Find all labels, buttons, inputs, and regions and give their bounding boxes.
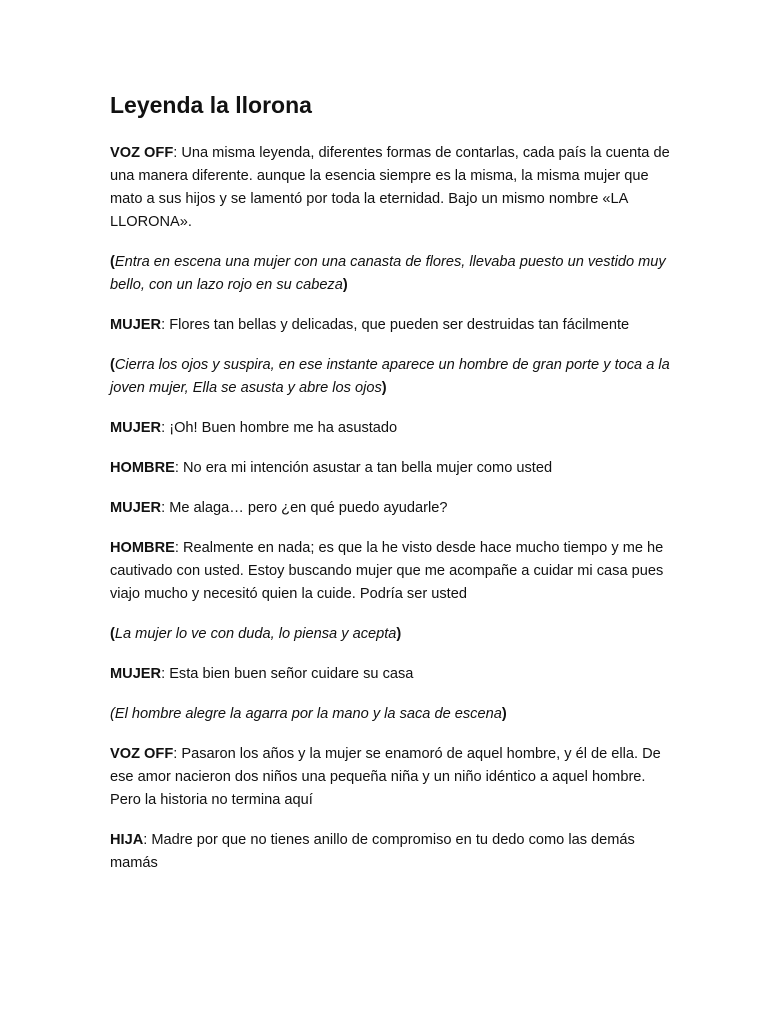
speaker-name: MUJER [110,317,162,333]
page-title: Leyenda la llorona [110,92,312,118]
speaker-name: MUJER [110,420,162,436]
dialogue-text: : Pasaron los años y la mujer se enamoró de aquel hombre, y él de ella. De ese amor nacieron dos niños una pequeña niña y un niño idéntico a aquel hombre. Pero la historia no termina aquí [110,746,661,808]
dialogue-paragraph [110,537,670,606]
speaker-name: HIJA [110,832,144,848]
stage-direction-text: Cierra los ojos y suspira, en ese instante aparece un hombre de gran porte y toca a la joven mujer, Ella se asusta y abre los ojos [110,357,670,396]
dialogue-text: : Una misma leyenda, diferentes formas de contarlas, cada país la cuenta de una manera diferente. aunque la esencia siempre es la misma, la misma mujer que mato a sus hijos y se lamentó por toda la eternidad. Bajo un mismo nombre «LA LLORONA». [110,145,670,230]
dialogue-paragraph [110,142,670,234]
dialogue-paragraph [110,663,670,686]
dialogue-paragraph [110,457,670,480]
stage-direction [110,354,670,400]
dialogue-paragraph [110,829,670,875]
speaker-name: MUJER [110,666,162,682]
dialogue-text: : Madre por que no tienes anillo de compromiso en tu dedo como las demás mamás [110,832,635,871]
dialogue-text: : No era mi intención asustar a tan bella mujer como usted [174,460,553,476]
stage-direction [110,703,670,726]
speaker-name: HOMBRE [110,460,175,476]
open-paren: ( [110,626,115,642]
close-paren: ) [342,277,348,293]
dialogue-paragraph [110,743,670,812]
close-paren: ) [501,706,507,722]
dialogue-text: : ¡Oh! Buen hombre me ha asustado [161,420,398,436]
stage-direction [110,251,670,297]
close-paren: ) [381,380,387,396]
close-paren: ) [396,626,402,642]
dialogue-paragraph [110,314,670,337]
stage-direction-text: (El hombre alegre la agarra por la mano y la saca de escena [110,706,502,722]
stage-direction-text: Entra en escena una mujer con una canasta de flores, llevaba puesto un vestido muy bello, con un lazo rojo en su cabeza [110,254,666,293]
dialogue-text: : Esta bien buen señor cuidare su casa [161,666,414,682]
speaker-name: MUJER [110,500,162,516]
dialogue-paragraph [110,417,670,440]
open-paren: ( [110,254,115,270]
open-paren: ( [110,357,115,373]
stage-direction [110,623,670,646]
dialogue-text: : Me alaga… pero ¿en qué puedo ayudarle? [161,500,448,516]
dialogue-text: : Realmente en nada; es que la he visto desde hace mucho tiempo y me he cautivado con usted. Estoy buscando mujer que me acompañe a cuidar mi casa pues viajo mucho y necesitó quien la cuide. Podría ser usted [110,540,664,602]
dialogue-text: : Flores tan bellas y delicadas, que pueden ser destruidas tan fácilmente [161,317,630,333]
dialogue-paragraph [110,497,670,520]
stage-direction-text: La mujer lo ve con duda, lo piensa y acepta [114,626,397,642]
speaker-name: HOMBRE [110,540,175,556]
document-page [110,90,670,892]
speaker-name: VOZ OFF [110,145,174,161]
speaker-name: VOZ OFF [110,746,174,762]
